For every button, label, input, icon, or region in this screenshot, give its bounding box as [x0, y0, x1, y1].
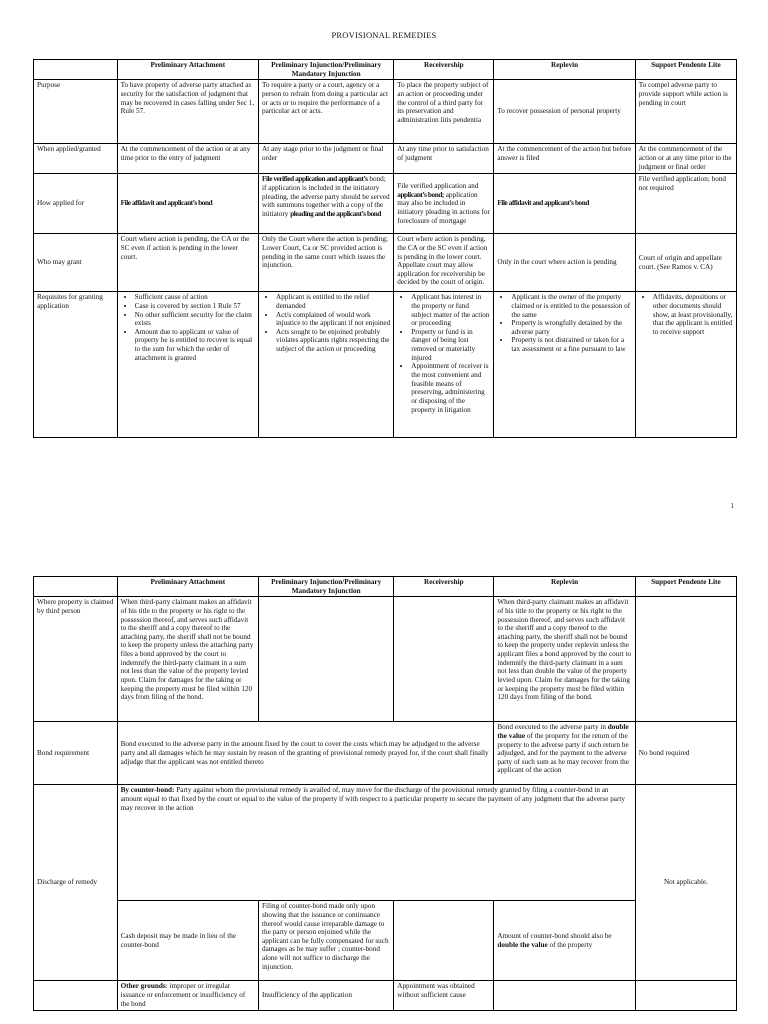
- header-injunction: Preliminary Injunction/Preliminary Mandatory Injunction: [259, 60, 394, 80]
- cell: At any stage prior to the judgment or final order: [259, 144, 394, 174]
- cell-text: File verified application and applicant’s: [262, 175, 368, 184]
- page-number: 1: [730, 502, 734, 510]
- header-row: [34, 60, 737, 80]
- list-item: • Sufficient cause of action: [135, 293, 255, 302]
- header-replevin: Replevin: [494, 60, 635, 80]
- cell: Only in the court where action is pending: [494, 234, 635, 292]
- row-other-grounds: [34, 981, 737, 1011]
- cell-empty: [635, 597, 736, 722]
- header-attachment: Preliminary Attachment: [117, 60, 258, 80]
- cell: [394, 292, 494, 438]
- cell-merged: [117, 785, 635, 901]
- list-item: • Affidavits, depositions or other documents should show, at least provisionally, that the applicant is entitled to receive support: [653, 293, 733, 336]
- list-item: • Property or fund is in danger of being lost removed or materially injured: [411, 328, 490, 363]
- cell-text-bold: double the value: [497, 723, 629, 740]
- cell: At the commencement of the action but before answer is filed: [494, 144, 635, 174]
- cell: Only the Court where the action is pending; Lower Court, Ca or SC provided action is pending in the same court which issues the injunction.: [259, 234, 394, 292]
- row-label: When applied/granted: [34, 144, 118, 174]
- cell: [117, 174, 258, 234]
- list-item: • Amount due to applicant or value of property he is entitled to recover is equal to the sum for which the order of attachment is granted: [135, 328, 255, 363]
- cell-empty: [259, 597, 394, 722]
- list-item: • Property is not distrained or taken for a tax assessment or a fine pursuant to law: [511, 336, 631, 353]
- cell: Cash deposit may be made in lieu of the counter-bond: [117, 901, 258, 981]
- cell: [117, 981, 258, 1011]
- row-when: [34, 144, 737, 174]
- cell: [259, 292, 394, 438]
- header-support: Support Pendente Lite: [635, 60, 736, 80]
- cell-text: applicant’s bond;: [397, 190, 444, 199]
- cell: [394, 174, 494, 234]
- page-title: PROVISIONAL REMEDIES: [331, 30, 437, 40]
- row-label: Discharge of remedy: [34, 785, 118, 981]
- list-item: • Case is covered by section 1 Rule 57: [135, 302, 255, 311]
- cell-text-bold: double the value: [497, 940, 548, 949]
- cell: [494, 174, 635, 234]
- cell-text: File verified application and: [397, 182, 479, 191]
- cell-empty: [635, 981, 736, 1011]
- cell: [635, 292, 736, 438]
- cell: To compel adverse party to provide support while action is pending in court: [635, 80, 736, 144]
- cell-merged: Bond executed to the adverse party in the amount fixed by the court to cover the costs which may be adjudged to the adverse party and all damages which he may sustain by reason of the granting of provisional remedy prayed for, if the court shall finally adjudge that the applicant was not entitled thereto: [117, 722, 494, 785]
- header-injunction: Preliminary Injunction/Preliminary Mandatory Injunction: [259, 577, 394, 597]
- cell: [117, 292, 258, 438]
- list-item: • Property is wrongfully detained by the adverse party: [511, 319, 631, 336]
- cell-text-bold: Other grounds: [120, 982, 166, 991]
- cell-empty: [394, 597, 494, 722]
- row-label: Who may grant: [34, 234, 118, 292]
- header-receivership: Receivership: [394, 60, 494, 80]
- cell: Insufficiency of the application: [259, 981, 394, 1011]
- cell: To recover possession of personal property: [494, 80, 635, 144]
- cell: When third-party claimant makes an affidavit of his title to the property or his right to the possession thereof, and serves such affidavit to the sheriff and a copy thereof to the attaching party, the sheriff shall not be bound to keep the property unless the attaching party files a bond approved by the court to indemnify the third-party claimant in a sum not less than the value of the property levied upon. Claim for damages for the taking or keeping the property must be filed within 120 days from filing of the bond.: [117, 597, 258, 722]
- list-item: • Act/s complained of would work injustice to the applicant if not enjoined: [276, 311, 390, 328]
- header-empty: [34, 577, 118, 597]
- header-attachment: Preliminary Attachment: [117, 577, 258, 597]
- cell-text: Bond executed to the adverse party in: [497, 723, 606, 732]
- cell-text: of the property for the return of the property to the adverse party if such return be adjudged, and for the payment to the adverse party of such sum as he may recover from the applicant of the action: [497, 731, 629, 775]
- cell: Appointment was obtained without sufficient cause: [394, 981, 494, 1011]
- row-discharge-counter: [34, 785, 737, 901]
- cell: Court of origin and appellate court. (See Ramos v. CA): [635, 234, 736, 292]
- list-item: • Applicant has interest in the property or fund subject matter of the action or proceeding: [411, 293, 490, 328]
- cell: Filing of counter-bond made only upon showing that the issuance or continuance thereof would cause irreparable damage to the party or person enjoined while the applicant can be fully compensated for such damages as he may suffer ; counter-bond alone will not suffice to discharge the injunction.: [259, 901, 394, 981]
- row-label: Bond requirement: [34, 722, 118, 785]
- cell: To require a party or a court, agency or a person to refrain from doing a particular act or acts or to require the performance of a particular act or acts.: [259, 80, 394, 144]
- header-empty: [34, 60, 118, 80]
- cell: Not applicable.: [635, 785, 736, 981]
- list-item: • Applicant is entitled to the relief demanded: [276, 293, 390, 310]
- cell: No bond required: [635, 722, 736, 785]
- row-label: How applied for: [34, 174, 118, 234]
- row-who: [34, 234, 737, 292]
- cell: At the commencement of the action or at any time prior to the judgment or final order: [635, 144, 736, 174]
- cell-empty: [394, 901, 494, 981]
- header-support: Support Pendente Lite: [635, 577, 736, 597]
- row-label: Where property is claimed by third person: [34, 597, 118, 722]
- header-receivership: Receivership: [394, 577, 494, 597]
- list-item: • Acts sought to be enjoined probably violates applicants rights respecting the subject of the action or proceeding: [276, 328, 390, 354]
- header-replevin: Replevin: [494, 577, 635, 597]
- row-how: [34, 174, 737, 234]
- cell: Court where action is pending, the CA or the SC even if action is pending in the lower court.: [117, 234, 258, 292]
- list-item: • No other sufficient security for the claim exists: [135, 311, 255, 328]
- cell: [259, 174, 394, 234]
- remedies-table-part-1: [33, 59, 737, 438]
- cell: [494, 722, 635, 785]
- remedies-table-part-2: [33, 576, 737, 1011]
- row-requisites: [34, 292, 737, 438]
- row-purpose: [34, 80, 737, 144]
- cell-empty: [494, 981, 635, 1011]
- cell-text: application may also be included in initiatory pleading in actions for foreclosure of mortgage: [397, 190, 490, 225]
- cell-text: of the property: [549, 940, 593, 949]
- cell: [494, 292, 635, 438]
- header-row: [34, 577, 737, 597]
- cell-text-bold: By counter-bond:: [120, 786, 175, 795]
- cell: [494, 901, 635, 981]
- cell: At any time prior to satisfaction of judgment: [394, 144, 494, 174]
- row-label: Purpose: [34, 80, 118, 144]
- row-discharge-details: [34, 901, 737, 981]
- row-bond: [34, 722, 737, 785]
- list-item: • Applicant is the owner of the property claimed or is entitled to the possession of the same: [511, 293, 631, 319]
- cell-text: Amount of counter-bond should also be: [497, 932, 612, 941]
- cell: File verified application; bond not required: [635, 174, 736, 234]
- cell-text: File affidavit and applicant’s bond: [497, 199, 589, 208]
- cell: To have property of adverse party attached as security for the satisfaction of judgment that may be recovered in cases falling under Sec 1, Rule 57.: [117, 80, 258, 144]
- cell: When third-party claimant makes an affidavit of his title to the property or his right to the possession thereof, and serves such affidavit to the sheriff and a copy thereof to the attaching party, the sheriff shall not be bound to keep the property under replevin unless the applicant files a bond approved by the court to indemnify the third-party claimant in a sum not less than double the value of the property levied upon. Claim for damages for the taking or keeping the property must be filed within 120 days from filing of the bond.: [494, 597, 635, 722]
- row-label: Requisites for granting application: [34, 292, 118, 438]
- cell-text: : improper or irregular issuance or enforcement or insufficiency of the bond: [120, 982, 246, 1008]
- cell-text: File affidavit and applicant’s bond: [120, 199, 213, 208]
- row-label-empty: [34, 981, 118, 1011]
- cell: At the commencement of the action or at any time prior to the entry of judgment: [117, 144, 258, 174]
- cell: To place the property subject of an action or proceeding under the control of a third party for its preservation and administration litis pendentia: [394, 80, 494, 144]
- cell-text: bond; if application is included in the initiatory pleading, the adverse party should be served with summons together with a copy of the initiatory: [262, 175, 390, 218]
- cell-text: Party against whom the provisional remedy is availed of, may move for the discharge of the provisional remedy granted by filing a counter-bond in an amount equal to that fixed by the court or equal to the value of the property if with respect to a particular property to secure the payment of any judgment that the adverse party may recover in the action: [120, 786, 625, 812]
- list-item: • Appointment of receiver is the most convenient and feasible means of preserving, administering or disposing of the property in litigation: [411, 362, 490, 414]
- row-third-party: [34, 597, 737, 722]
- cell-text: pleading and the applicant’s bond: [290, 209, 381, 218]
- cell: Court where action is pending, the CA or the SC even if action is pending in the lower court. Appellate court may allow application for receivership be decided by the court of origin.: [394, 234, 494, 292]
